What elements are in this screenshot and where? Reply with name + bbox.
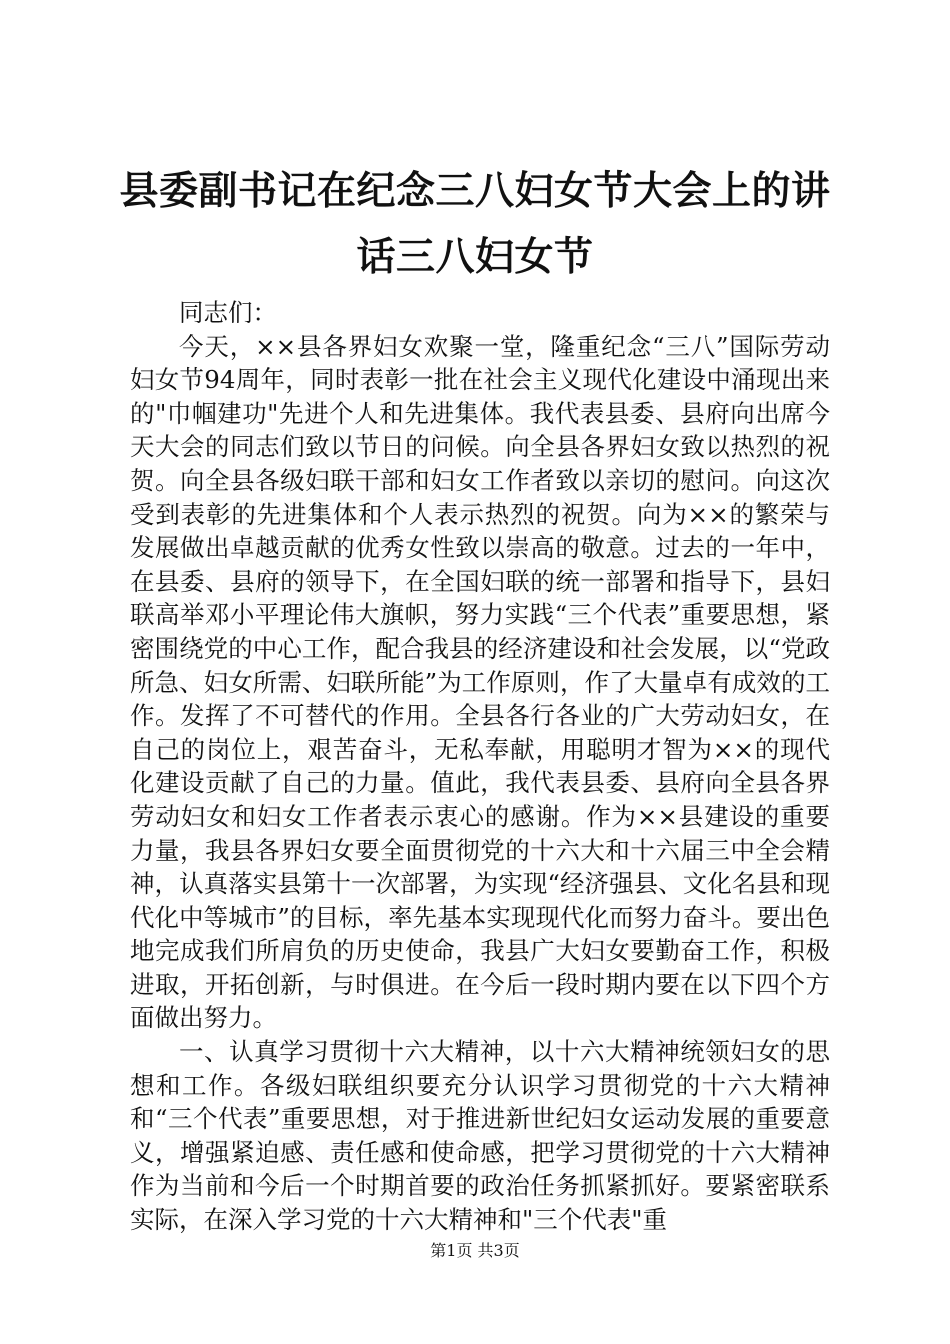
paragraph-2: 一、认真学习贯彻十六大精神，以十六大精神统领妇女的思想和工作。各级妇联组织要充分认识学习贯彻党的十六大精神和“三个代表”重要思想，对于推进新世纪妇女运动发展的重要意义，增强紧迫感、责任感和使命感，把学习贯彻党的十六大精神作为当前和今后一个时期首要的政治任务抓紧抓好。要紧密联系实际，在深入学习党的十六大精神和"三个代表"重 (130, 1037, 830, 1235)
page-number-footer: 第1页 共3页 (430, 1241, 520, 1260)
salutation: 同志们： (179, 298, 277, 327)
document-body (130, 296, 830, 1237)
document-title: 县委副书记在纪念三八妇女节大会上的讲话三八妇女节 (119, 168, 831, 280)
paragraph-1: 今天，××县各界妇女欢聚一堂，隆重纪念“三八”国际劳动妇女节94周年，同时表彰一批在社会主义现代化建设中涌现出来的"巾帼建功"先进个人和先进集体。我代表县委、县府向出席今天大会的同志们致以节日的问候。向全县各界妇女致以热烈的祝贺。向全县各级妇联干部和妇女工作者致以亲切的慰问。向这次受到表彰的先进集体和个人表示热烈的祝贺。向为××的繁荣与发展做出卓越贡献的优秀女性致以崇高的敬意。过去的一年中，在县委、县府的领导下，在全国妇联的统一部署和指导下，县妇联高举邓小平理论伟大旗帜，努力实践“三个代表”重要思想，紧密围绕党的中心工作，配合我县的经济建设和社会发展，以“党政所急、妇女所需、妇联所能”为工作原则，作了大量卓有成效的工作。发挥了不可替代的作用。全县各行各业的广大劳动妇女，在自己的岗位上，艰苦奋斗，无私奉献，用聪明才智为××的现代化建设贡献了自己的力量。值此，我代表县委、县府向全县各界劳动妇女和妇女工作者表示衷心的感谢。作为××县建设的重要力量，我县各界妇女要全面贯彻党的十六大和十六届三中全会精神，认真落实县第十一次部署，为实现“经济强县、文化名县和现代化中等城市”的目标，率先基本实现现代化而努力奋斗。要出色地完成我们所肩负的历史使命，我县广大妇女要勤奋工作，积极进取，开拓创新，与时俱进。在今后一段时期内要在以下四个方面做出努力。 (130, 331, 830, 1033)
